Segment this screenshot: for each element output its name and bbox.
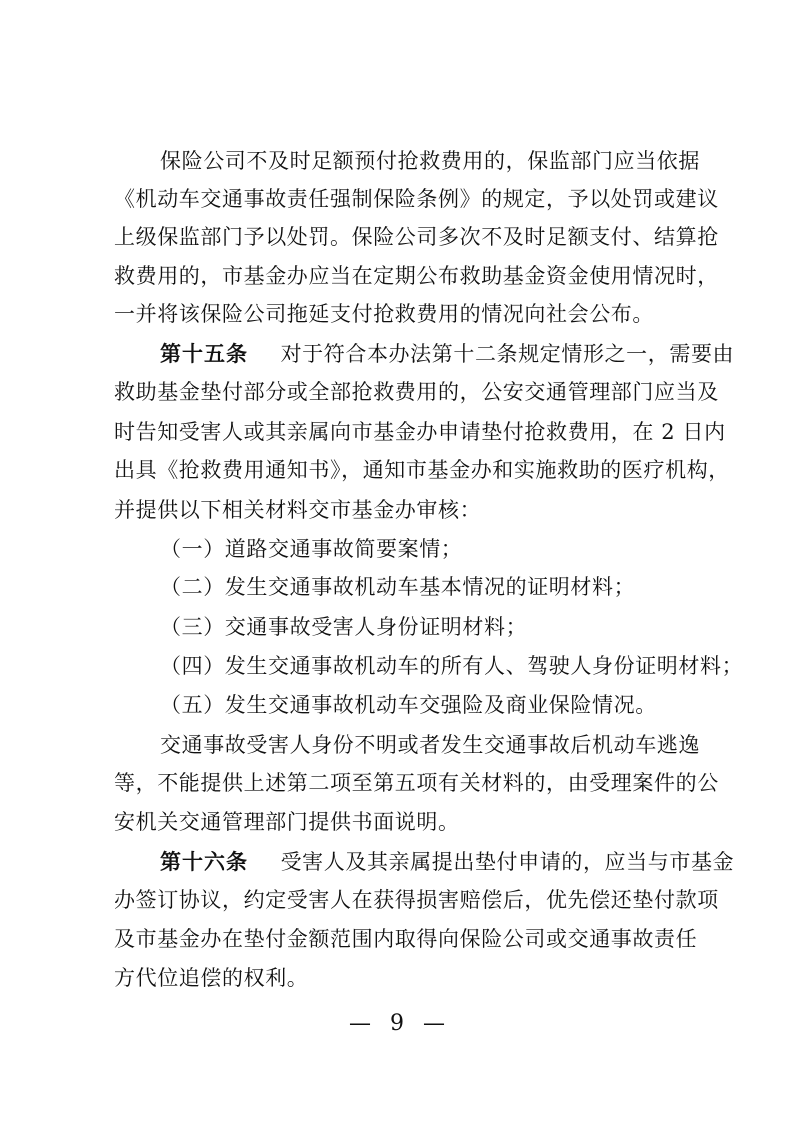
paragraph-line: 《机动车交通事故责任强制保险条例》的规定，予以处罚或建议 [114, 187, 719, 211]
list-item: （五）发生交通事故机动车交强险及商业保险情况。 [160, 693, 657, 717]
article-text: 受害人及其亲属提出垫付申请的，应当与市基金 [280, 850, 735, 874]
paragraph-line: 交通事故受害人身份不明或者发生交通事故后机动车逃逸 [160, 733, 700, 757]
list-item: （三）交通事故受害人身份证明材料； [160, 615, 528, 639]
paragraph-line: 出具《抢救费用通知书》，通知市基金办和实施救助的医疗机构， [114, 458, 730, 482]
paragraph-line: 办签订协议，约定受害人在获得损害赔偿后，优先偿还垫付款项 [114, 888, 719, 912]
paragraph-line: 时告知受害人或其亲属向市基金办申请垫付抢救费用，在 2 日内 [114, 420, 726, 444]
list-item: （四）发生交通事故机动车的所有人、驾驶人身份证明材料； [160, 654, 744, 678]
paragraph-line: 一并将该保险公司拖延支付抢救费用的情况向社会公布。 [114, 302, 654, 326]
paragraph-line: 安机关交通管理部门提供书面说明。 [114, 810, 460, 834]
article-16-first-line [160, 848, 735, 876]
paragraph-line: 救助基金垫付部分或全部抢救费用的，公安交通管理部门应当及 [114, 380, 719, 404]
paragraph-line: 上级保监部门予以处罚。保险公司多次不及时足额支付、结算抢 [114, 225, 719, 249]
list-item: （二）发生交通事故机动车基本情况的证明材料； [160, 575, 636, 599]
paragraph-line: 方代位追偿的权利。 [114, 966, 309, 990]
paragraph-line: 等，不能提供上述第二项至第五项有关材料的，由受理案件的公 [114, 771, 719, 795]
paragraph-line: 救费用的，市基金办应当在定期公布救助基金资金使用情况时， [114, 264, 719, 288]
list-item: （一）道路交通事故简要案情； [160, 537, 463, 561]
article-text: 对于符合本办法第十二条规定情形之一，需要由 [280, 342, 735, 366]
article-15-first-line [160, 340, 735, 368]
paragraph-line: 及市基金办在垫付金额范围内取得向保险公司或交通事故责任 [114, 927, 698, 951]
article-heading: 第十六条 [160, 850, 248, 874]
article-heading: 第十五条 [160, 342, 248, 366]
paragraph-line: 并提供以下相关材料交市基金办审核： [114, 498, 482, 522]
page-number: — 9 — [349, 1011, 451, 1036]
paragraph-line: 保险公司不及时足额预付抢救费用的，保监部门应当依据 [160, 149, 700, 173]
